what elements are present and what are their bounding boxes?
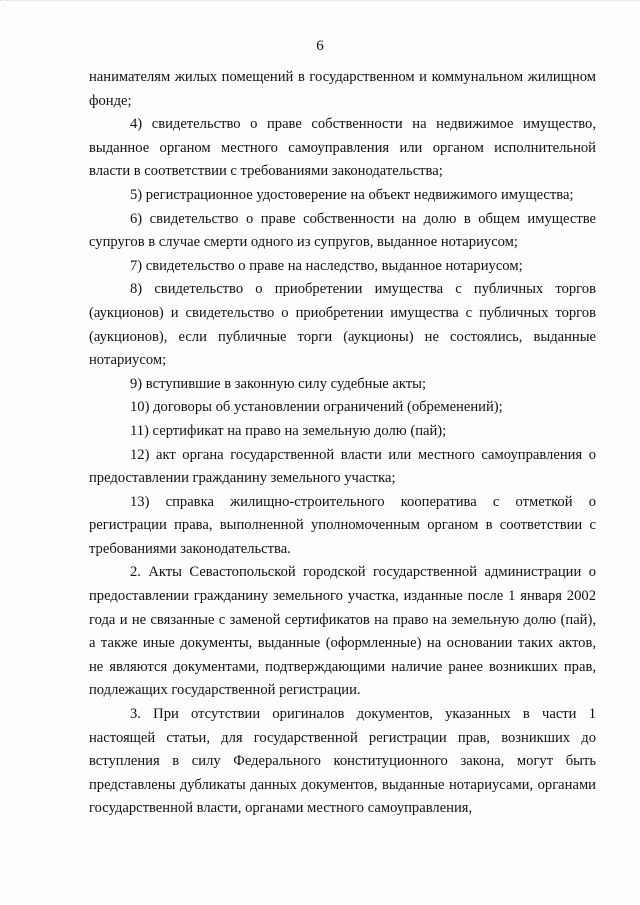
list-item-12: 12) акт органа государственной власти или местного самоуправления о предоставлении гражданину земельного участка; — [89, 446, 596, 487]
list-item-7: 7) свидетельство о праве на наследство, выданное нотариусом; — [130, 257, 523, 274]
list-item-11: 11) сертификат на право на земельную долю (пай); — [130, 422, 447, 439]
scan-edge-line — [0, 0, 640, 7]
list-item-9: 9) вступившие в законную силу судебные акты; — [130, 375, 427, 392]
list-item-4: 4) свидетельство о праве собственности на недвижимое имущество, выданное органом местного самоуправления или органом исполнительной власти в соответствии с требованиями законодательства; — [89, 116, 596, 180]
paragraph-part-2: 2. Акты Севастопольской городской государственной администрации о предоставлении гражданину земельного участка, изданные после 1 января 2002 года и не связанные с заменой сертификатов на право на земельную долю (пай), а также иные документы, выданные (оформленные) на основании таких актов, не являются документами, подтверждающими наличие ранее возникших прав, подлежащих государственной регистрации. — [89, 564, 596, 699]
page-number: 6 — [316, 38, 324, 54]
list-item-5: 5) регистрационное удостоверение на объект недвижимого имущества; — [130, 186, 574, 203]
list-item-6: 6) свидетельство о праве собственности на долю в общем имуществе супругов в случае смерти одного из супругов, выданное нотариусом; — [89, 210, 596, 251]
list-item-13: 13) справка жилищно-строительного кооператива с отметкой о регистрации права, выполненной уполномоченным органом в соответствии с требованиями законодательства. — [89, 493, 596, 557]
document-body — [89, 66, 596, 821]
list-item-8: 8) свидетельство о приобретении имущества с публичных торгов (аукционов) и свидетельство о приобретении имущества с публичных торгов (аукционов), если публичные торги (аукционы) не состоялись, выданные нотариусом; — [89, 281, 596, 369]
list-item-10: 10) договоры об установлении ограничений (обременений); — [130, 399, 503, 416]
paragraph-continuation: нанимателям жилых помещений в государственном и коммунальном жилищном фонде; — [89, 69, 596, 109]
paragraph-part-3: 3. При отсутствии оригиналов документов, указанных в части 1 настоящей статьи, для государственной регистрации прав, возникших до вступления в силу Федерального конституционного закона, могут быть представлены дубликаты данных документов, выданные нотариусами, органами государственной власти, органами местного самоуправления, — [89, 706, 596, 817]
